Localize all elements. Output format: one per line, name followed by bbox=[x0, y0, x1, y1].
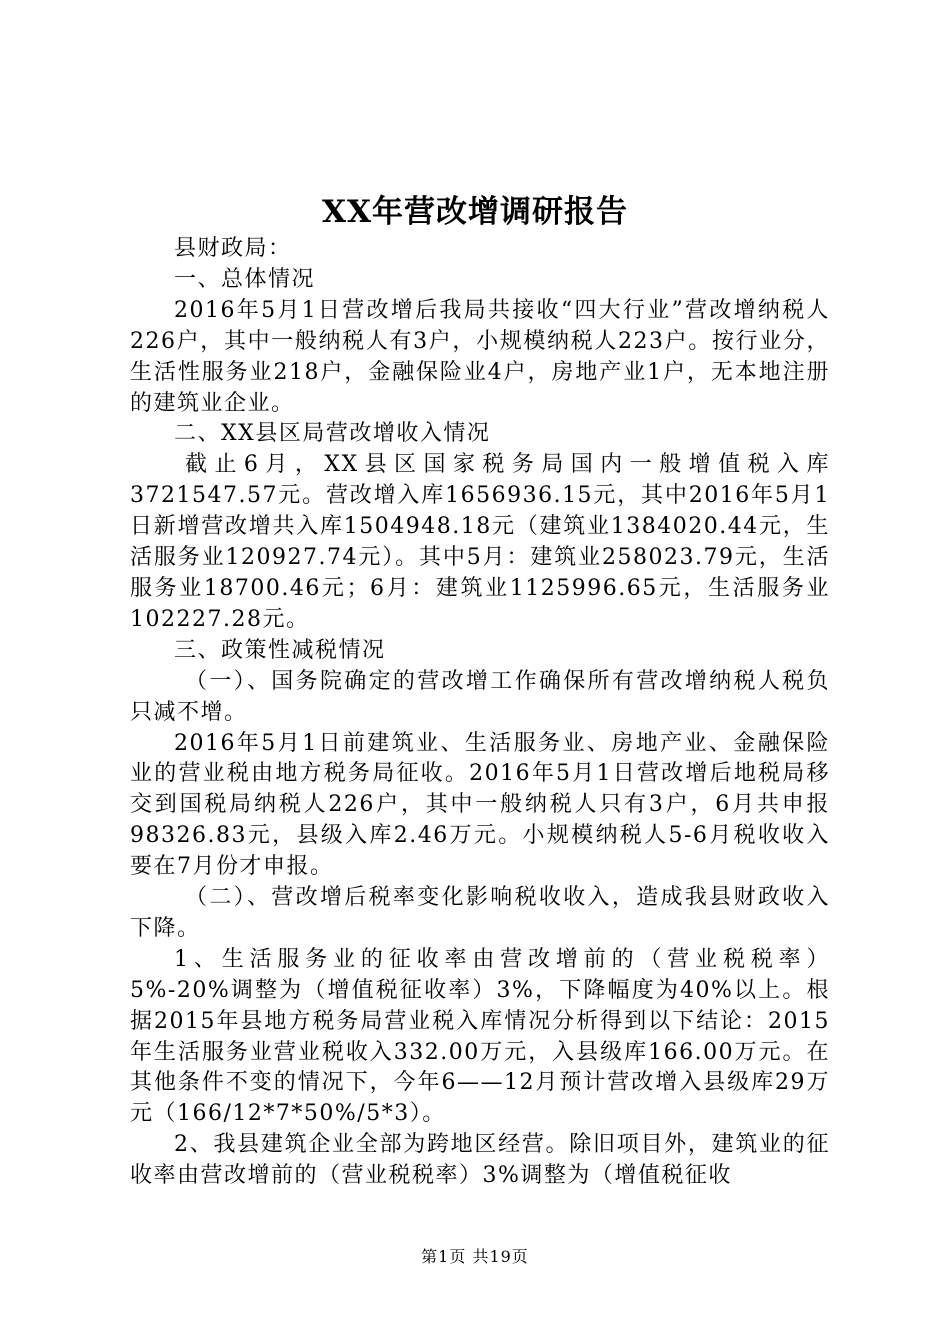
paragraph: 2016年5月1日前建筑业、生活服务业、房地产业、金融保险业的营业税由地方税务局征收。2016年5月1日营改增后地税局移交到国税局纳税人226户，其中一般纳税人只有3户，6月共申报98326.83元，县级入库2.46万元。小规模纳税人5-6月税收收入要在7月份才申报。 bbox=[130, 730, 830, 880]
paragraph: 1、生活服务业的征收率由营改增前的（营业税税率）5%-20%调整为（增值税征收率）3%，下降幅度为40%以上。根据2015年县地方税务局营业税入库情况分析得到以下结论：2015年生活服务业营业税收入332.00万元，入县级库166.00万元。在其他条件不变的情况下，今年6——12月预计营改增入县级库29万元（166/12*7*50%/5*3）。 bbox=[130, 946, 830, 1127]
section-heading-3: 三、政策性减税情况 bbox=[174, 637, 386, 663]
page-footer: 第1页 共19页 bbox=[421, 1247, 529, 1266]
document-title: XX年营改增调研报告 bbox=[321, 194, 629, 230]
salutation: 县财政局： bbox=[174, 236, 292, 261]
paragraph: 截止6月，XX县区国家税务局国内一般增值税入库3721547.57元。营改增入库1656936.15元，其中2016年5月1日新增营改增共入库1504948.18元（建筑业1384020.44元，生活服务业120927.74元）。其中5月：建筑业258023.79元，生活服务业18700.46元；6月：建筑业1125996.65元，生活服务业102227.28元。 bbox=[130, 452, 830, 632]
document-body bbox=[130, 234, 830, 1192]
paragraph: 2、我县建筑企业全部为跨地区经营。除旧项目外，建筑业的征收率由营改增前的（营业税税率）3%调整为（增值税征收 bbox=[130, 1132, 830, 1189]
section-heading-2: 二、XX县区局营改增收入情况 bbox=[174, 421, 491, 447]
subsection-heading-1: （一）、国务院确定的营改增工作确保所有营改增纳税人税负只减不增。 bbox=[130, 668, 830, 725]
subsection-heading-2: （二）、营改增后税率变化影响税收收入，造成我县财政收入下降。 bbox=[130, 885, 830, 941]
section-heading-1: 一、总体情况 bbox=[174, 266, 316, 292]
paragraph: 2016年5月1日营改增后我局共接收“四大行业”营改增纳税人226户，其中一般纳税人有3户，小规模纳税人223户。按行业分，生活性服务业218户，金融保险业4户，房地产业1户，无本地注册的建筑业企业。 bbox=[130, 297, 830, 416]
